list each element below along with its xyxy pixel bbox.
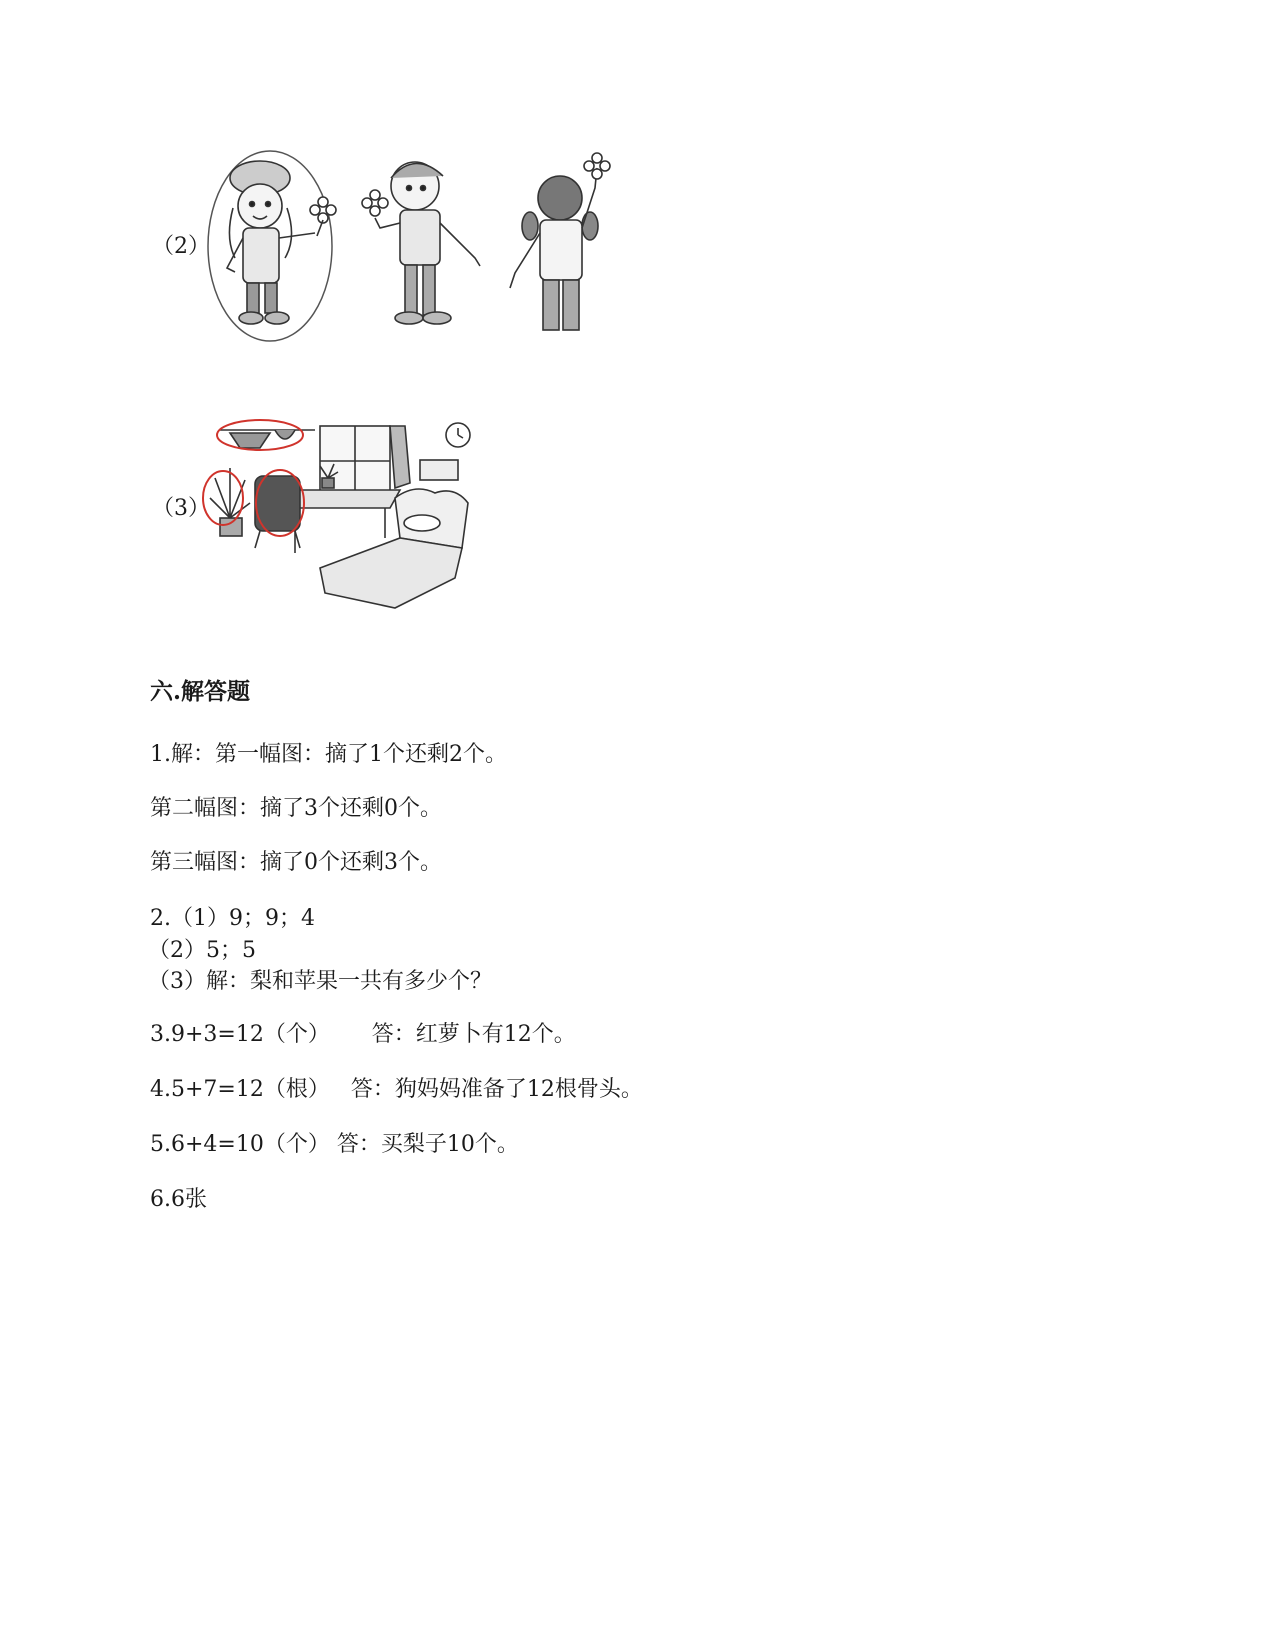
- figure-3-illustration: [200, 408, 485, 618]
- girl-2-drawing: [362, 162, 480, 324]
- answer-2-line-1: 2.（1）9；9；4: [150, 906, 315, 931]
- answer-4: 4.5+7=12（根） 答：狗妈妈准备了12根骨头。: [150, 1077, 643, 1102]
- girl-3-drawing: [510, 153, 610, 330]
- section-heading: 六.解答题: [150, 678, 251, 705]
- answer-1-line-1: 1.解：第一幅图：摘了1个还剩2个。: [150, 742, 507, 767]
- figure-2-illustration: [205, 148, 625, 348]
- girl-1-drawing: [227, 161, 336, 324]
- figure-3-label: （3）: [152, 496, 210, 521]
- answer-2-line-3: （3）解：梨和苹果一共有多少个？: [148, 969, 492, 994]
- bedroom-drawing: [210, 423, 470, 608]
- answer-6: 6.6张: [150, 1187, 207, 1212]
- answer-2-line-2: （2）5；5: [148, 938, 256, 963]
- figure-2-label: （2）: [152, 234, 210, 259]
- answer-5: 5.6+4=10（个） 答：买梨子10个。: [150, 1132, 519, 1157]
- answer-1-line-3: 第三幅图：摘了0个还剩3个。: [150, 850, 442, 875]
- answer-1-line-2: 第二幅图：摘了3个还剩0个。: [150, 796, 442, 821]
- answer-3: 3.9+3=12（个） 答：红萝卜有12个。: [150, 1022, 576, 1047]
